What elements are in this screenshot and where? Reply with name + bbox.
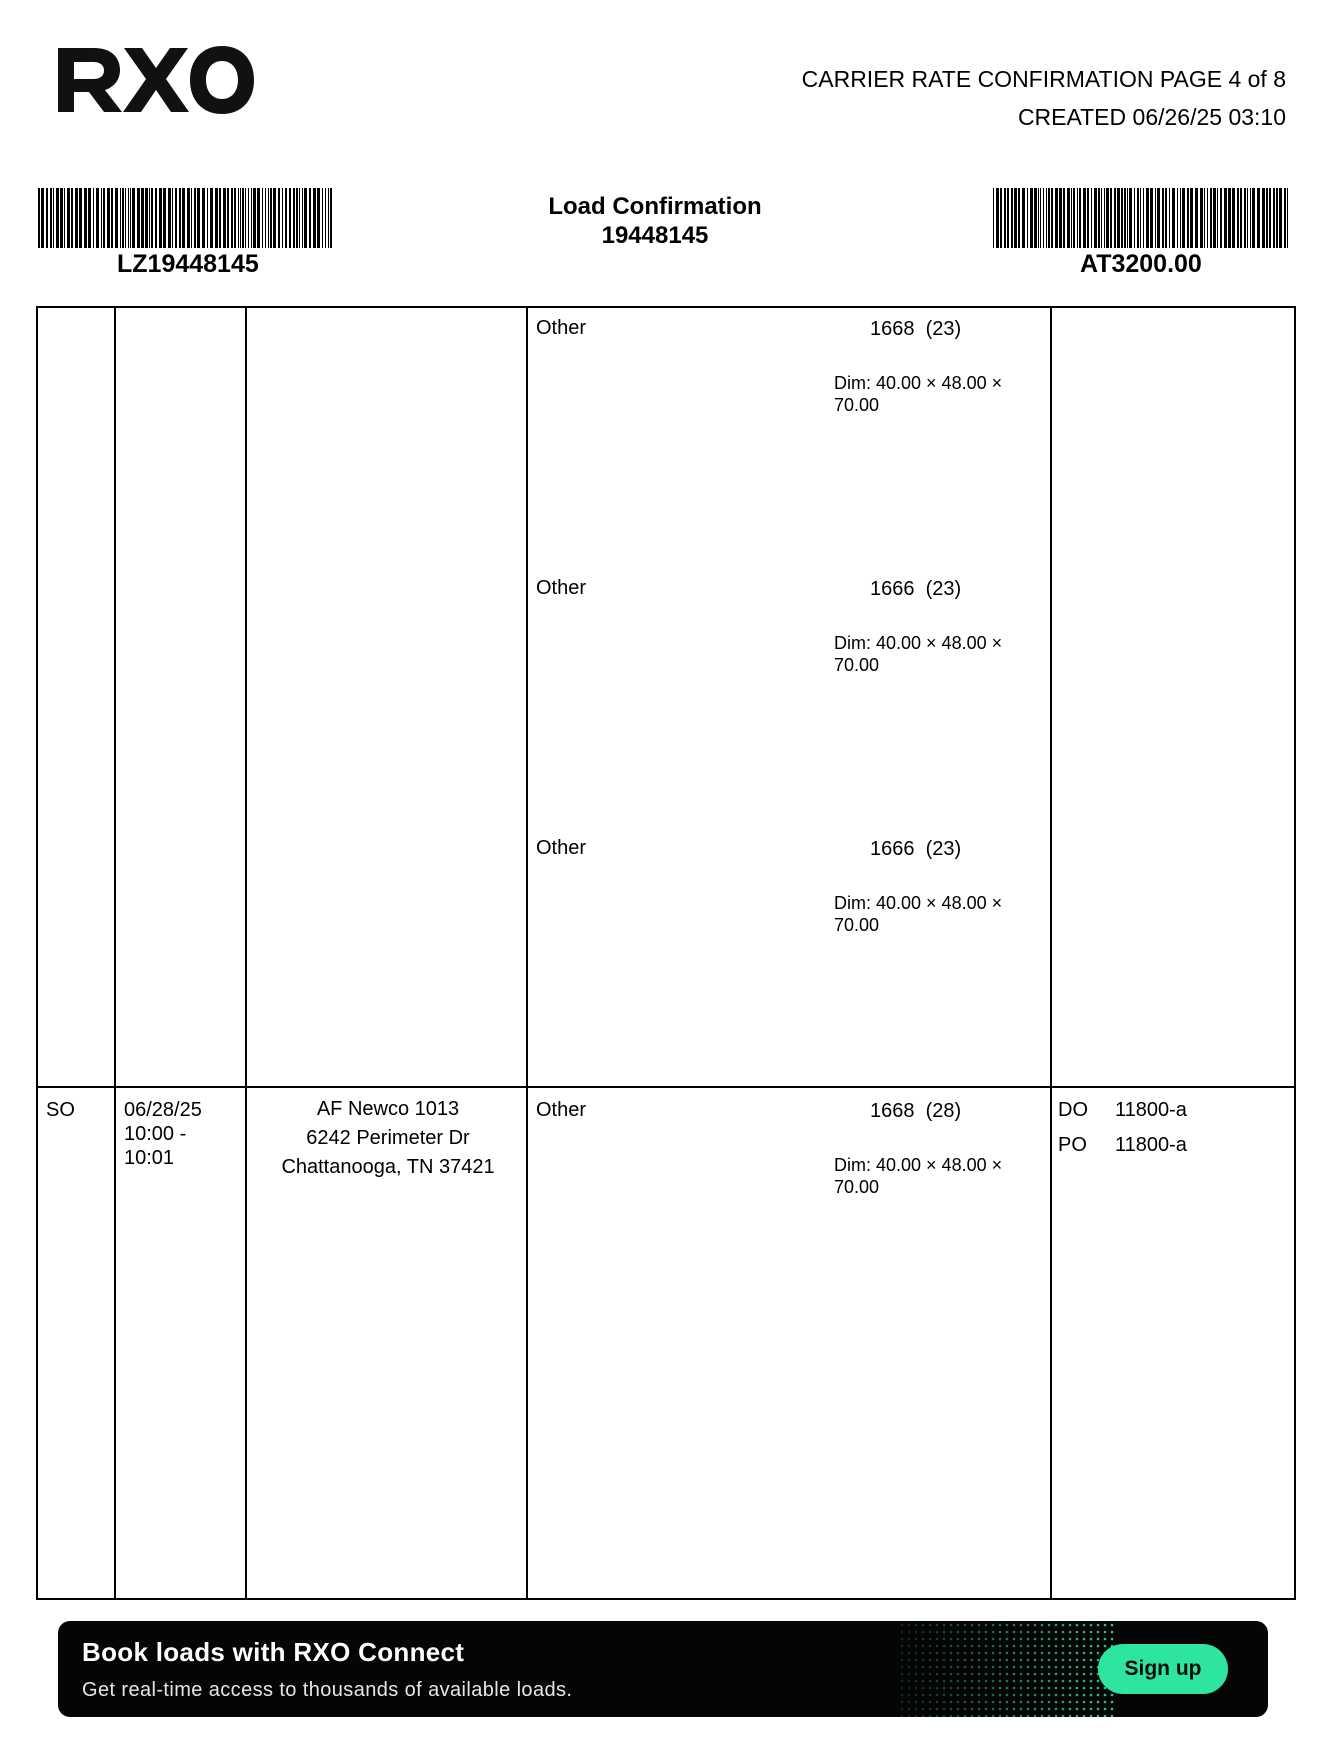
item-dim: Dim: 40.00 × 48.00 × 70.00	[834, 893, 1003, 935]
created-date: CREATED 06/26/25 03:10	[1017, 104, 1286, 130]
title-line1: Load Confirmation	[548, 193, 762, 220]
stop-type: SO	[46, 1099, 75, 1121]
banner-title: Book loads with RXO Connect	[82, 1637, 465, 1667]
reference-do	[1058, 1098, 1187, 1122]
item-dim: Dim: 40.00 × 48.00 × 70.00	[834, 373, 1003, 415]
reference-value: 11800-a	[1115, 1134, 1187, 1156]
stop-date	[124, 1098, 202, 1170]
item-qty: 1666 (23)	[870, 578, 962, 600]
stop-time-start: 10:00 -	[124, 1123, 187, 1145]
title-load-number: 19448145	[601, 222, 709, 249]
page-title	[500, 192, 810, 250]
item-qty: 1668 (23)	[870, 318, 962, 340]
reference-code: DO	[1058, 1099, 1088, 1121]
address-name: AF Newco 1013	[316, 1098, 460, 1120]
header-info	[802, 60, 1286, 136]
banner-subtitle: Get real-time access to thousands of available loads.	[82, 1679, 573, 1701]
stop-date-value: 06/28/25	[124, 1099, 202, 1121]
item-type: Other	[536, 317, 587, 339]
reference-value: 11800-a	[1115, 1099, 1187, 1121]
col-divider	[1050, 308, 1052, 1598]
barcode-left-label: LZ19448145	[117, 250, 259, 278]
stop-address	[248, 1095, 528, 1182]
confirmation-page: CARRIER RATE CONFIRMATION PAGE 4 of 8	[801, 66, 1286, 92]
item-type: Other	[536, 837, 587, 859]
address-street: 6242 Perimeter Dr	[306, 1127, 470, 1149]
item-qty: 1668 (28)	[870, 1100, 962, 1122]
col-divider	[245, 308, 247, 1598]
row-divider	[38, 1086, 1294, 1088]
item-type: Other	[536, 577, 587, 599]
rxo-connect-banner[interactable]	[58, 1621, 1268, 1717]
stop-time-end: 10:01	[124, 1147, 175, 1169]
item-qty: 1666 (23)	[870, 838, 962, 860]
item-dim: Dim: 40.00 × 48.00 × 70.00	[834, 633, 1003, 675]
col-divider	[114, 308, 116, 1598]
reference-code: PO	[1058, 1134, 1087, 1156]
stops-table	[36, 306, 1296, 1600]
sign-up-button[interactable]: Sign up	[1098, 1644, 1228, 1694]
barcode-left	[38, 188, 336, 248]
dot-pattern-graphic	[898, 1621, 1118, 1717]
item-type: Other	[536, 1099, 587, 1121]
address-city: Chattanooga, TN 37421	[281, 1156, 495, 1178]
item-dim: Dim: 40.00 × 48.00 × 70.00	[834, 1155, 1003, 1197]
barcode-right-label: AT3200.00	[1080, 250, 1202, 278]
reference-po	[1058, 1133, 1187, 1157]
rxo-logo	[56, 40, 256, 118]
col-divider	[526, 308, 528, 1598]
barcode-right	[993, 188, 1291, 248]
